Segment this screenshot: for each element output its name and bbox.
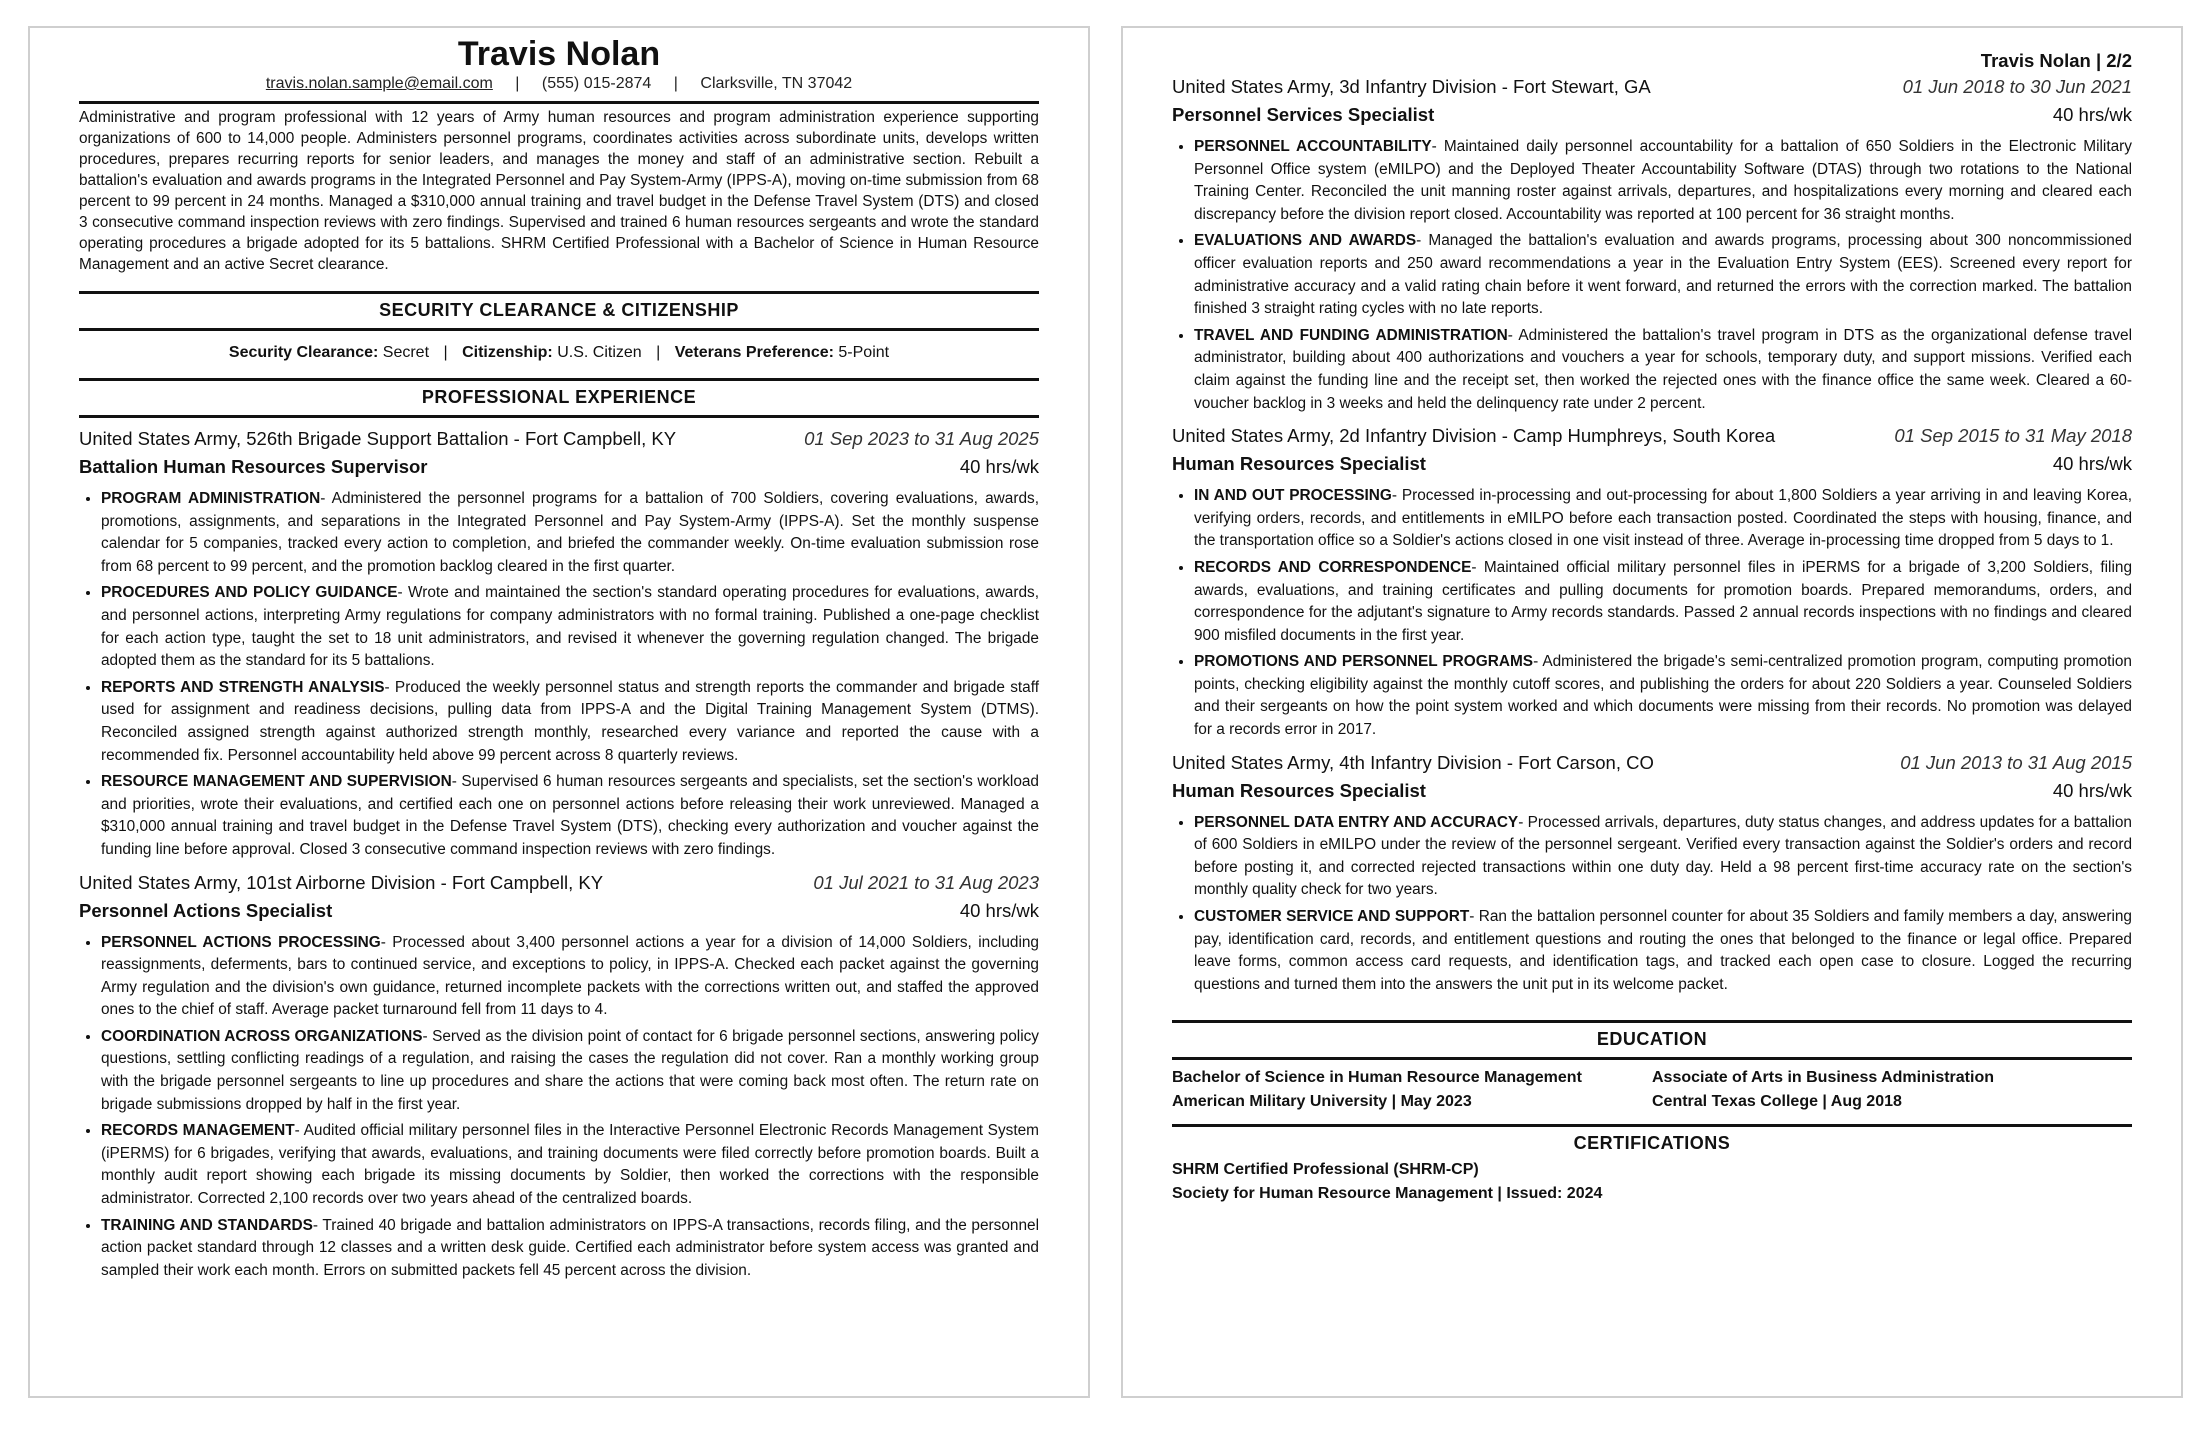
job-dates: 01 Jun 2018 to 30 Jun 2021 xyxy=(1902,76,2132,97)
veterans-label: Veterans Preference: xyxy=(674,344,834,361)
job-organization: United States Army, 4th Infantry Division - Fort Carson, CO xyxy=(1172,751,1654,773)
resume-page-2 xyxy=(1121,26,2183,1398)
candidate-name: Travis Nolan xyxy=(457,35,661,73)
phone: (555) 015-2874 xyxy=(541,75,652,92)
bullet-text: - Produced the weekly personnel status and strength reports the commander and brigade staff used for assignment and readiness decisions, pulling data from IPPS-A and the Digital Training Management System (DTMS). Reconciled assigned strength against authorized strength monthly, researched every variance and reported the cause with a recommended fix. Personnel accountability held above 99 percent across 8 quarterly reviews. xyxy=(101,678,1039,764)
bullet-text: - Ran the battalion personnel counter for about 35 Soldiers and family members a day, answering pay, identification card, records, and entitlement questions and routing the ones that belonged to the finance or legal office. Prepared leave forms, common access card requests, and identification tags, and tracked each open case to closure. Logged the recurring questions and turned them into the answers the unit put in its welcome packet. xyxy=(1194,908,2132,993)
separator: | xyxy=(443,344,448,361)
bullet-text: - Administered the brigade's semi-centralized promotion program, computing promotion points, checking eligibility against the monthly cutoff scores, and publishing the orders for about 220 Soldiers a year. Counseled Soldiers and their sergeants on how the point system worked and which documents were missing from their records. No promotion was delayed for a records error in 2017. xyxy=(1194,653,2132,739)
bullet-item xyxy=(1194,650,2132,741)
header-name: Travis Nolan xyxy=(1980,50,2091,71)
job-hours: 40 hrs/wk xyxy=(959,456,1039,477)
separator: | xyxy=(656,344,661,361)
bullet-label: PROGRAM ADMINISTRATION xyxy=(101,490,321,507)
job-entry xyxy=(1172,423,2132,742)
bullet-label: PERSONNEL ACTIONS PROCESSING xyxy=(101,933,381,951)
bullet-label: CUSTOMER SERVICE AND SUPPORT xyxy=(1194,908,1470,926)
degree: Bachelor of Science in Human Resource Management xyxy=(1172,1069,1582,1087)
contact-line xyxy=(79,75,1039,93)
bullet-label: REPORTS AND STRENGTH ANALYSIS xyxy=(101,678,385,696)
job-entry xyxy=(1172,74,2132,415)
bullet-item xyxy=(1194,484,2132,553)
bullet-item xyxy=(101,931,1039,1022)
certification-item xyxy=(1172,1158,2132,1206)
bullet-text: - Administered the battalion's travel program in DTS as the organizational defense travel administrator, building about 400 authorizations and vouchers a year for schools, temporary duty, and support missions. Verified each claim against the funding line and the receipt set, then worked the rejected ones with the finance office the same week. Cleared a 60-voucher backlog in 3 weeks and held the delinquency rate under 2 percent. xyxy=(1194,326,2132,412)
bullet-text: - Administered the personnel programs for a battalion of 700 Soldiers, covering evaluations, awards, promotions, assignments, and separations in the Integrated Personnel and Pay System-Army (IPPS-A). Set the monthly suspense calendar for 5 companies, tracked every action to completion, and briefed the commander weekly. On-time evaluation submission rose from 68 percent to 99 percent, and the promotion backlog cleared in the first quarter. xyxy=(101,490,1039,575)
bullet-label: PERSONNEL DATA ENTRY AND ACCURACY xyxy=(1194,813,1519,831)
bullet-label: TRAVEL AND FUNDING ADMINISTRATION xyxy=(1194,326,1508,344)
summary-paragraph: Administrative and program professional with 12 years of Army human resources and program administration experience supporting organizations of 600 to 14,000 people. Administers personnel programs, coordinates activities across subordinate units, develops written procedures, prepares recurring reports for senior leaders, and manages the money and staff of an administrative section. Rebuilt a battalion's evaluation and awards programs in the Integrated Personnel and Pay System-Army (IPPS-A), moving on-time submission from 68 percent to 99 percent in 24 months. Managed a $310,000 annual training and travel budget in the Defense Travel System (DTS) and closed 3 consecutive command inspection reviews with zero findings. Supervised and trained 6 human resources sergeants and wrote the standard operating procedures a brigade adopted for its 5 battalions. SHRM Certified Professional with a Bachelor of Science in Human Resource Management and an active Secret clearance. xyxy=(79,109,1039,273)
bullet-text: - Supervised 6 human resources sergeants and specialists, set the section's workload and priorities, wrote their evaluations, and certified each one on personnel actions before releasing their work unreviewed. Managed a $310,000 annual training and travel budget in the Defense Travel System (DTS), checking every authorization and voucher against the funding line before approval. Closed 3 consecutive command inspection reviews with zero findings. xyxy=(101,773,1039,858)
section-heading-experience: PROFESSIONAL EXPERIENCE xyxy=(79,378,1039,418)
job-entry xyxy=(79,870,1039,1283)
job-bullets xyxy=(79,487,1039,862)
bullet-text: - Wrote and maintained the section's standard operating procedures for evaluations, awards, and personnel actions, interpreting Army regulations for company administrators with no formal training. Published a one-page checklist for each action type, taught the set to 18 unit administrators, and revised it whenever the governing regulation changed. The brigade adopted them as the standard for its 5 battalions. xyxy=(101,584,1039,670)
school: Central Texas College | Aug 2018 xyxy=(1652,1093,1902,1111)
bullet-item xyxy=(1194,905,2132,996)
education-item xyxy=(1652,1066,2132,1114)
bullet-item xyxy=(101,581,1039,672)
clearance-value: Secret xyxy=(382,344,430,361)
clearance-line xyxy=(79,344,1039,362)
bullet-text: - Served as the division point of contact for 6 brigade personnel sections, answering policy questions, settling conflicting readings of a regulation, and raising the cases the regulation did not cover. Ran a monthly working group with the brigade personnel sergeants to line up procedures and share the actions that were coming back most often. The return rate on brigade submissions dropped by half in the first year. xyxy=(101,1027,1040,1113)
degree: Associate of Arts in Business Administration xyxy=(1652,1069,1994,1087)
education-item xyxy=(1172,1066,1652,1114)
job-entry xyxy=(79,426,1039,862)
job-hours: 40 hrs/wk xyxy=(2052,104,2132,125)
bullet-label: EVALUATIONS AND AWARDS xyxy=(1194,232,1417,250)
bullet-item xyxy=(1194,229,2132,320)
bullet-item xyxy=(101,1119,1039,1210)
bullet-item xyxy=(1194,135,2132,226)
education-list xyxy=(1172,1066,2132,1114)
bullet-label: COORDINATION ACROSS ORGANIZATIONS xyxy=(101,1027,423,1045)
bullet-label: PERSONNEL ACCOUNTABILITY xyxy=(1194,138,1432,155)
job-organization: United States Army, 3d Infantry Division - Fort Stewart, GA xyxy=(1172,76,1651,97)
page-header xyxy=(1172,50,2132,72)
job-organization: United States Army, 2d Infantry Division - Camp Humphreys, South Korea xyxy=(1172,425,1776,447)
job-bullets xyxy=(1172,811,2132,997)
bullet-label: RECORDS AND CORRESPONDENCE xyxy=(1194,558,1472,576)
job-title: Personnel Actions Specialist xyxy=(79,899,333,921)
bullet-text: - Maintained official military personnel files in iPERMS for a brigade of 3,200 Soldiers, filing awards, evaluations, and training certificates and pulling documents for promotion boards. Prepared memorandums, orders, and correspondence for the adjutant's signature to Army records standards. Passed 2 annual records inspections with no findings and cleared 900 misfiled documents in the first year. xyxy=(1194,558,2133,644)
bullet-item xyxy=(101,676,1039,767)
section-heading-clearance: SECURITY CLEARANCE & CITIZENSHIP xyxy=(79,291,1039,331)
bullet-item xyxy=(1194,556,2132,647)
job-hours: 40 hrs/wk xyxy=(959,899,1039,921)
section-heading-education: EDUCATION xyxy=(1172,1020,2132,1060)
bullet-item xyxy=(101,770,1039,861)
school: American Military University | May 2023 xyxy=(1172,1093,1472,1111)
job-hours: 40 hrs/wk xyxy=(2052,779,2132,801)
citizenship-value: U.S. Citizen xyxy=(557,344,642,361)
bullet-label: TRAINING AND STANDARDS xyxy=(101,1216,313,1234)
job-organization: United States Army, 526th Brigade Support Battalion - Fort Campbell, KY xyxy=(79,428,677,449)
section-heading-certifications: CERTIFICATIONS xyxy=(1172,1124,2132,1158)
separator: | xyxy=(673,75,678,92)
bullet-label: RECORDS MANAGEMENT xyxy=(101,1122,295,1140)
bullet-label: RESOURCE MANAGEMENT AND SUPERVISION xyxy=(101,773,452,791)
divider xyxy=(79,101,1039,104)
clearance-label: Security Clearance: xyxy=(228,344,379,361)
job-organization: United States Army, 101st Airborne Division - Fort Campbell, KY xyxy=(79,871,604,893)
bullet-item xyxy=(101,1025,1039,1116)
bullet-item xyxy=(101,487,1039,578)
email-link[interactable]: travis.nolan.sample@email.com xyxy=(265,75,493,92)
bullet-item xyxy=(1194,324,2132,415)
bullet-text: - Trained 40 brigade and battalion administrators on IPPS-A transactions, records filing, and the personnel action packet standard through 12 classes and a written desk guide. Certified each administrator before system access was granted and sampled their work each month. Errors on submitted packets fell 45 percent across the division. xyxy=(101,1216,1039,1279)
job-bullets xyxy=(1172,484,2132,742)
job-title: Human Resources Specialist xyxy=(1172,779,1426,801)
job-title: Battalion Human Resources Supervisor xyxy=(79,456,428,477)
location: Clarksville, TN 37042 xyxy=(700,75,853,92)
bullet-text: - Maintained daily personnel accountability for a battalion of 650 Soldiers in the Electronic Military Personnel Office system (eMILPO) and the Deployed Theater Accountability Software (DTAS) through two rotations to the National Training Center. Reconciled the unit manning roster against arrivals, departures, and hospitalizations every morning and cleared each discrepancy before the division report closed. Accountability was reported at 100 percent for 36 straight months. xyxy=(1194,138,2133,223)
job-bullets xyxy=(1172,135,2132,415)
citizenship-label: Citizenship: xyxy=(462,344,553,361)
job-dates: 01 Jul 2021 to 31 Aug 2023 xyxy=(813,871,1039,893)
bullet-text: - Audited official military personnel files in the Interactive Personnel Electronic Records Management System (iPERMS) for 6 brigades, verifying that awards, evaluations, and training documents were filed correctly before promotion boards. Built a monthly audit report showing each brigade its missing documents by Soldier, then worked the corrections with the responsible administrator. Corrected 2,100 records over two years ahead of the centralized boards. xyxy=(101,1122,1039,1208)
bullet-text: - Processed about 3,400 personnel actions a year for a division of 14,000 Soldiers, including reassignments, deferments, bars to continued service, and exceptions to policy, in IPPS-A. Checked each packet against the governing Army regulation and the division's own guidance, returned incomplete packets with the corrections written out, and staffed the approved ones to the chief of staff. Average packet turnaround fell from 11 days to 4. xyxy=(101,933,1039,1019)
bullet-text: - Managed the battalion's evaluation and awards programs, processing about 300 noncommissioned officer evaluation reports and 250 award recommendations a year in the Evaluation Entry System (EES). Screened every report for administrative accuracy and a valid rating chain before it went forward, and returned the errors with the correction marked. The battalion finished 3 straight rating cycles with no late reports. xyxy=(1194,232,2132,318)
bullet-label: IN AND OUT PROCESSING xyxy=(1194,487,1392,505)
bullet-label: PROMOTIONS AND PERSONNEL PROGRAMS xyxy=(1194,653,1534,671)
job-dates: 01 Sep 2023 to 31 Aug 2025 xyxy=(804,428,1039,449)
job-dates: 01 Sep 2015 to 31 May 2018 xyxy=(1894,425,2132,447)
job-bullets xyxy=(79,931,1039,1283)
job-dates: 01 Jun 2013 to 31 Aug 2015 xyxy=(1900,751,2132,773)
bullet-item xyxy=(1194,811,2132,902)
job-title: Human Resources Specialist xyxy=(1172,453,1426,475)
resume-page-1 xyxy=(28,26,1090,1398)
bullet-label: PROCEDURES AND POLICY GUIDANCE xyxy=(101,584,398,602)
certification-issuer: Society for Human Resource Management | Issued: 2024 xyxy=(1172,1185,1603,1203)
page-number: | 2/2 xyxy=(2095,50,2132,71)
bullet-item xyxy=(101,1214,1039,1283)
separator: | xyxy=(515,75,520,92)
job-hours: 40 hrs/wk xyxy=(2052,453,2132,475)
veterans-value: 5-Point xyxy=(838,344,890,361)
job-title: Personnel Services Specialist xyxy=(1172,104,1435,125)
job-entry xyxy=(1172,750,2132,997)
bullet-text: - Processed arrivals, departures, duty status changes, and address updates for a battalion of 600 Soldiers in eMILPO under the review of the personnel sergeant. Verified every transaction against the Soldier's orders and record before posting it, and corrected rejected transactions within one duty day. Held a 98 percent first-time accuracy rate on the section's monthly quality check for two years. xyxy=(1194,813,2132,899)
bullet-text: - Processed in-processing and out-processing for about 1,800 Soldiers a year arriving in and leaving Korea, verifying orders, records, and entitlements in eMILPO before each transaction posted. Coordinated the steps with housing, finance, and the transportation office so a Soldier's actions closed in one visit instead of three. Average in-processing time dropped from 5 days to 1. xyxy=(1194,487,2132,550)
certification-name: SHRM Certified Professional (SHRM-CP) xyxy=(1172,1161,1479,1179)
